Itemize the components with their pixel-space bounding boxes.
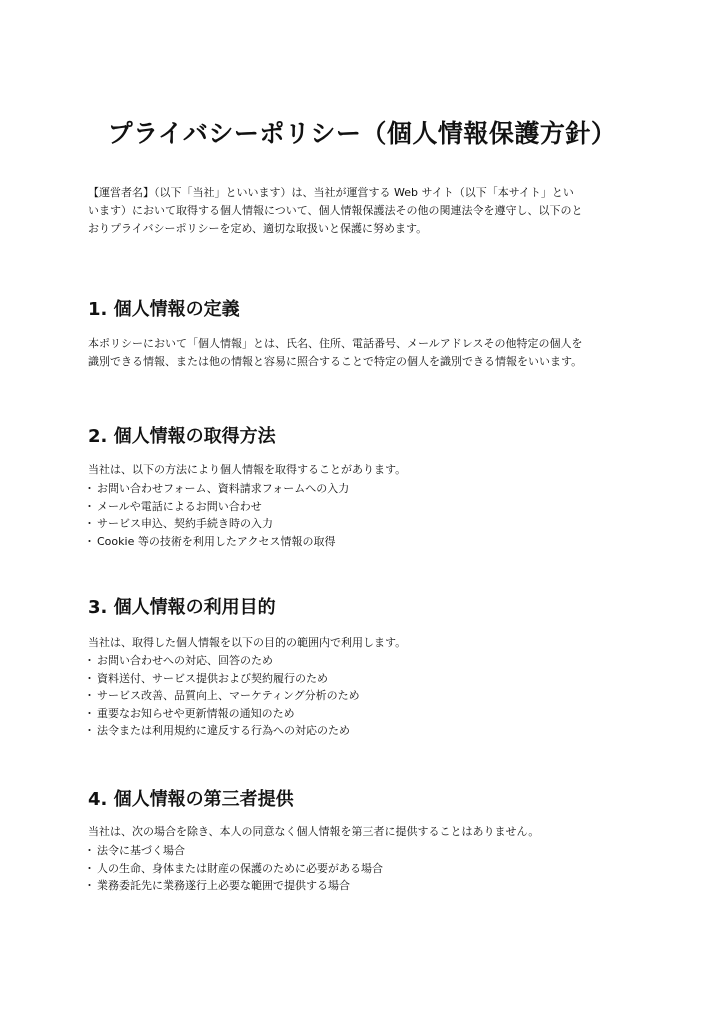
- intro-line: 【運営者名】（以下「当社」といいます）は、当社が運営する Web サイト（以下「本サイト」とい: [88, 186, 574, 199]
- list-item: ・ お問い合わせフォーム、資料請求フォームへの入力: [88, 480, 349, 498]
- section-heading: 1. 個人情報の定義: [88, 299, 240, 320]
- section-body: 当社は、取得した個人情報を以下の目的の範囲内で利用します。: [88, 636, 407, 649]
- list-item: ・ お問い合わせへの対応、回答のため: [88, 652, 360, 670]
- body-line: 本ポリシーにおいて「個人情報」とは、氏名、住所、電話番号、メールアドレスその他特定の個人を: [88, 337, 583, 350]
- section-heading: 3. 個人情報の利用目的: [88, 597, 276, 618]
- bullet-list: [88, 480, 349, 550]
- section-body: [88, 335, 582, 371]
- section-body: 当社は、次の場合を除き、本人の同意なく個人情報を第三者に提供することはありません。: [88, 825, 540, 838]
- intro-paragraph: [88, 184, 583, 238]
- list-item: ・ 法令または利用規約に違反する行為への対応のため: [88, 722, 360, 740]
- intro-line: おりプライバシーポリシーを定め、適切な取扱いと保護に努めます。: [88, 222, 428, 235]
- list-item: ・ 業務委託先に業務遂行上必要な範囲で提供する場合: [88, 877, 383, 895]
- list-item: ・ Cookie 等の技術を利用したアクセス情報の取得: [88, 533, 349, 551]
- list-item: ・ 資料送付、サービス提供および契約履行のため: [88, 670, 360, 688]
- bullet-list: [88, 842, 383, 895]
- list-item: ・ 重要なお知らせや更新情報の通知のため: [88, 705, 360, 723]
- list-item: ・ 法令に基づく場合: [88, 842, 383, 860]
- list-item: ・ サービス改善、品質向上、マーケティング分析のため: [88, 687, 360, 705]
- bullet-list: [88, 652, 360, 740]
- intro-line: います）において取得する個人情報について、個人情報保護法その他の関連法令を遵守し、以下のと: [88, 204, 583, 217]
- section-body: 当社は、以下の方法により個人情報を取得することがあります。: [88, 463, 407, 476]
- list-item: ・ サービス申込、契約手続き時の入力: [88, 515, 349, 533]
- section-heading: 4. 個人情報の第三者提供: [88, 789, 294, 810]
- body-line: 識別できる情報、または他の情報と容易に照合することで特定の個人を識別できる情報をいいます。: [88, 355, 583, 368]
- list-item: ・ 人の生命、身体または財産の保護のために必要がある場合: [88, 860, 383, 878]
- list-item: ・ メールや電話によるお問い合わせ: [88, 498, 349, 516]
- page-title: プライバシーポリシー（個人情報保護方針）: [107, 119, 617, 148]
- section-heading: 2. 個人情報の取得方法: [88, 426, 276, 447]
